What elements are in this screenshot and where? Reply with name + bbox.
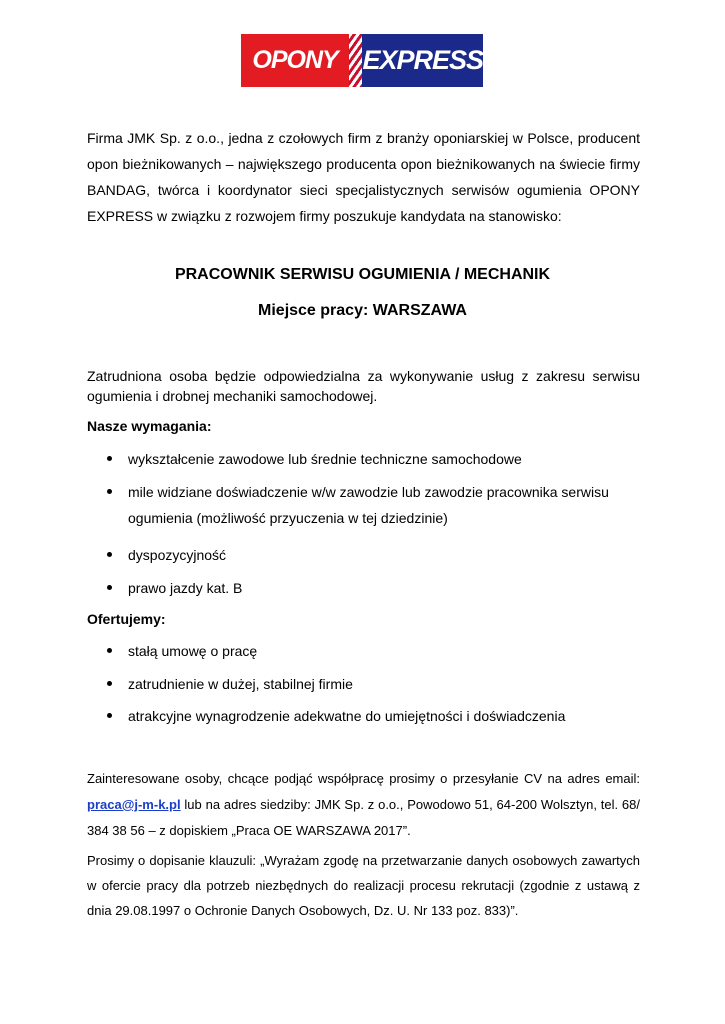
email-link[interactable]: praca@j-m-k.pl [87,797,181,812]
list-item: stałą umowę o pracę [107,638,663,664]
logo-tread-pattern [349,34,362,87]
list-item: mile widziane doświadczenie w/w zawodzie lub zawodzie pracownika serwisu ogumienia (możliwość przyuczenia w tej dziedzinie) [107,479,663,531]
list-item: wykształcenie zawodowe lub średnie techniczne samochodowe [107,446,663,472]
list-item: dyspozycyjność [107,542,663,568]
requirements-heading: Nasze wymagania: [87,418,212,434]
intro-paragraph: Firma JMK Sp. z o.o., jedna z czołowych firm z branży oponiarskiej w Polsce, producent opon bieżnikowanych – największego producenta opon bieżnikowanych na świecie firmy BANDAG, twórca i koordynator sieci specjalistycznych serwisów ogumienia OPONY EXPRESS w związku z rozwojem firmy poszukuje kandydata na stanowisko: [87,130,640,224]
contact-paragraph [87,766,640,844]
opony-express-logo [241,34,483,87]
logo-express-text: EXPRESS [362,34,483,87]
offer-heading: Ofertujemy: [87,611,166,627]
contact-text-before: Zainteresowane osoby, chcące podjąć współpracę prosimy o przesyłanie CV na adres email: [87,771,640,786]
job-title: PRACOWNIK SERWISU OGUMIENIA / MECHANIK [174,266,551,283]
contact-text-after: lub na adres siedziby: JMK Sp. z o.o., Powodowo 51, 64-200 Wolsztyn, tel. 68/ 384 38 56 – z dopiskiem „Praca OE WARSZAWA 2017”. [87,797,640,838]
responsibility-paragraph: Zatrudniona osoba będzie odpowiedzialna za wykonywanie usług z zakresu serwisu ogumienia i drobnej mechaniki samochodowej. [87,368,640,404]
logo-opony-text: OPONY [241,34,349,87]
consent-clause-paragraph: Prosimy o dopisanie klauzuli: „Wyrażam zgodę na przetwarzanie danych osobowych zawartych w ofercie pracy dla potrzeb niezbędnych do realizacji procesu rekrutacji (zgodnie z ustawą z dnia 29.08.1997 o Ochronie Danych Osobowych, Dz. U. Nr 133 poz. 833)”. [87,853,640,918]
list-item: prawo jazdy kat. B [107,575,663,601]
list-item: atrakcyjne wynagrodzenie adekwatne do umiejętności i doświadczenia [107,703,663,729]
job-location: Miejsce pracy: WARSZAWA [258,302,467,319]
list-item: zatrudnienie w dużej, stabilnej firmie [107,671,663,697]
